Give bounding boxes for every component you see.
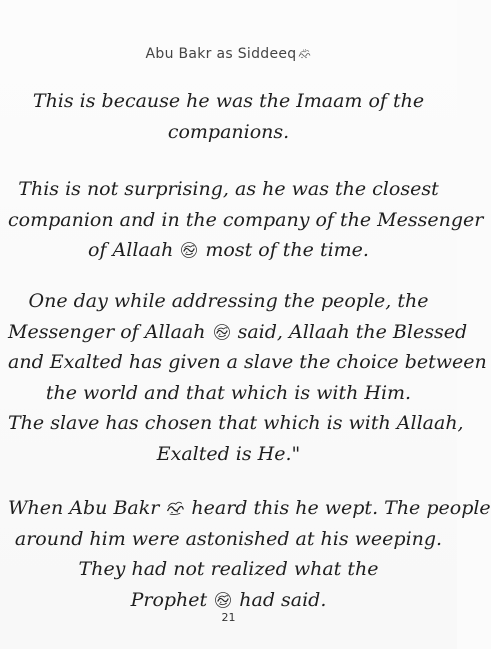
running-title: Abu Bakr as Siddeeq bbox=[145, 46, 297, 62]
text-segment: Messenger of Allaah bbox=[8, 320, 212, 343]
text-segment: When Abu Bakr bbox=[8, 497, 166, 519]
salawat-calligraphy-icon bbox=[180, 241, 198, 259]
text-line: companions. bbox=[167, 120, 290, 143]
text-line: The slave has chosen that which is with Allaah, bbox=[8, 412, 464, 434]
text-line: One day while addressing the people, the bbox=[28, 290, 429, 312]
text-line: They had not realized what the bbox=[78, 558, 379, 580]
text-line: the world and that which is with Him. bbox=[45, 381, 412, 404]
page-number: 21 bbox=[221, 611, 236, 624]
text-line-with-seal bbox=[8, 493, 491, 524]
paragraph-3 bbox=[8, 286, 487, 469]
text-line-with-seal bbox=[8, 235, 449, 266]
salawat-calligraphy-icon bbox=[214, 591, 232, 609]
text-line: Exalted is He." bbox=[156, 442, 301, 465]
text-segment: heard this he wept. The people bbox=[185, 497, 491, 519]
paragraph-4 bbox=[8, 493, 491, 615]
text-line: companion and in the company of the Messenger bbox=[8, 208, 484, 231]
text-line: This is because he was the Imaam of the bbox=[32, 90, 425, 112]
paragraph-2 bbox=[8, 174, 484, 266]
honorific-calligraphy-icon bbox=[166, 499, 184, 517]
text-line: This is not surprising, as he was the closest bbox=[18, 178, 439, 200]
text-segment: Prophet bbox=[130, 588, 214, 611]
text-line: and Exalted has given a slave the choice between bbox=[8, 351, 487, 373]
running-header bbox=[0, 46, 457, 62]
honorific-calligraphy-icon bbox=[298, 48, 311, 59]
text-line-with-seal bbox=[8, 317, 468, 348]
salawat-calligraphy-icon bbox=[213, 323, 231, 341]
paragraph-1 bbox=[8, 86, 449, 147]
text-segment: had said. bbox=[233, 588, 327, 611]
text-line: around him were astonished at his weeping. bbox=[14, 527, 443, 550]
text-segment: said, Allaah the Blessed bbox=[231, 320, 468, 343]
text-segment: of Allaah bbox=[88, 239, 180, 261]
text-segment: most of the time. bbox=[199, 239, 369, 261]
